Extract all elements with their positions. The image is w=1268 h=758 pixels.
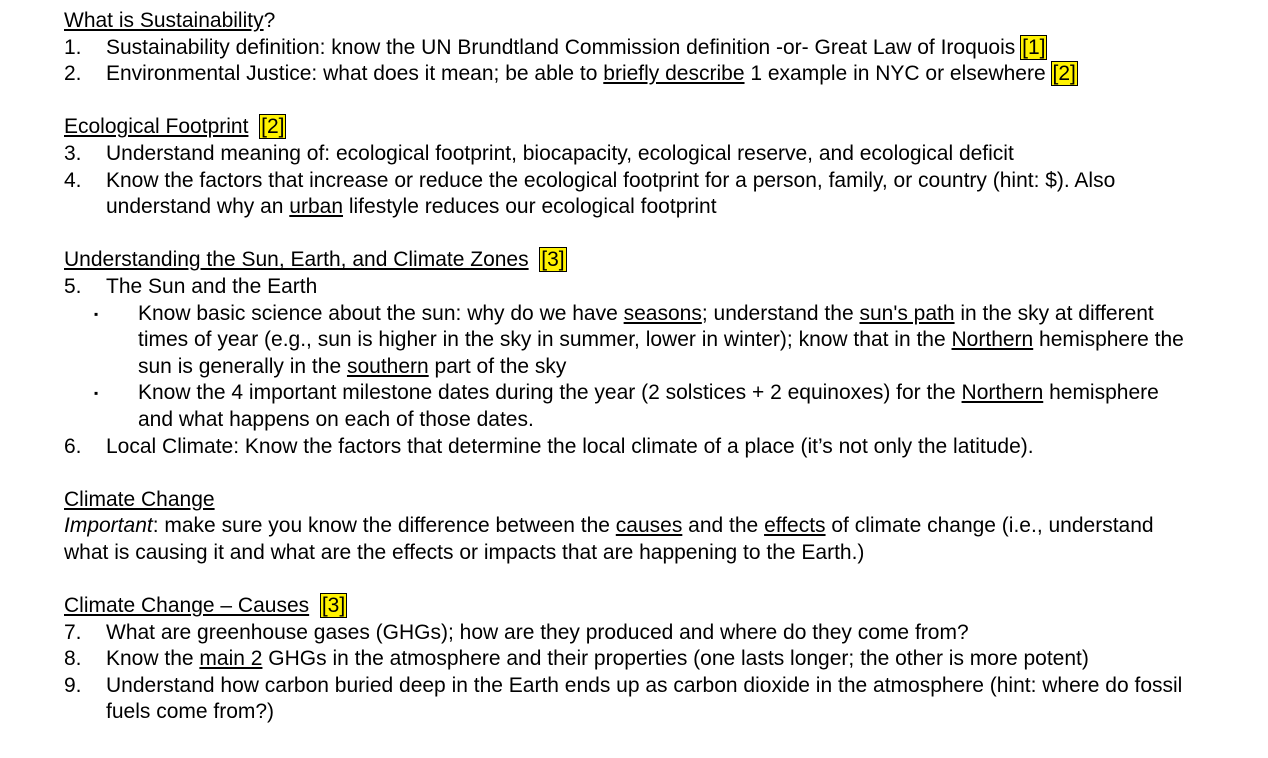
bullet-icon: ▪ [94, 306, 99, 321]
highlight-tag: [2] [1052, 62, 1076, 86]
section-heading: Ecological Footprint [2] [64, 115, 285, 139]
list-item: 9. Understand how carbon buried deep in the Earth ends up as carbon dioxide in the atmosphere (hint: where do fossil fuels come from?) [64, 673, 1183, 724]
section-climate-change [64, 487, 1268, 567]
list-item: 8. Know the main 2 GHGs in the atmosphere and their properties (one lasts longer; the other is more potent) [64, 647, 1089, 671]
paragraph: Important: make sure you know the difference between the causes and the effects of climate change (i.e., understand what is causing it and what are the effects or impacts that are happening to the Earth.) [64, 514, 1154, 564]
highlight-tag: [2] [261, 115, 285, 139]
list-item: 2. Environmental Justice: what does it mean; be able to briefly describe 1 example in NYC or elsewhere [2] [64, 62, 1076, 86]
section-heading: What is Sustainability? [64, 9, 276, 32]
section-sun-earth-climate [64, 247, 1268, 460]
highlight-tag: [3] [541, 248, 565, 272]
section-heading: Climate Change [64, 487, 215, 511]
highlight-tag: [3] [321, 594, 346, 618]
highlight-tag: [1] [1022, 35, 1046, 59]
section-climate-change-causes [64, 593, 1268, 726]
list-item: 4. Know the factors that increase or reduce the ecological footprint for a person, family, or country (hint: $). Also understand why an urban lifestyle reduces our ecological footprint [64, 168, 1116, 219]
bullet-item: ▪ Know basic science about the sun: why do we have seasons; understand the sun's path in the sky at different times of year (e.g., sun is higher in the sky in summer, lower in winter); know that in the Northern hemisphere the sun is generally in the southern part of the sky [64, 301, 1268, 381]
bullet-icon: ▪ [94, 386, 99, 401]
bullet-item: ▪ Know the 4 important milestone dates during the year (2 solstices + 2 equinoxes) for the Northern hemisphere and what happens on each of those dates. [64, 380, 1268, 433]
list-item: 5. The Sun and the Earth [64, 274, 318, 298]
section-heading: Climate Change – Causes [3] [64, 594, 346, 618]
list-item: 1. Sustainability definition: know the UN Brundtland Commission definition -or- Great Law of Iroquois [1] [64, 35, 1046, 59]
section-heading: Understanding the Sun, Earth, and Climate Zones [3] [64, 248, 565, 272]
list-item: 3. Understand meaning of: ecological footprint, biocapacity, ecological reserve, and ecological deficit [64, 141, 1014, 165]
list-item: 6. Local Climate: Know the factors that determine the local climate of a place (it’s not only the latitude). [64, 434, 1034, 458]
section-ecological-footprint [64, 114, 1268, 220]
section-sustainability [64, 8, 1268, 88]
list-item: 7. What are greenhouse gases (GHGs); how are they produced and where do they come from? [64, 620, 969, 644]
